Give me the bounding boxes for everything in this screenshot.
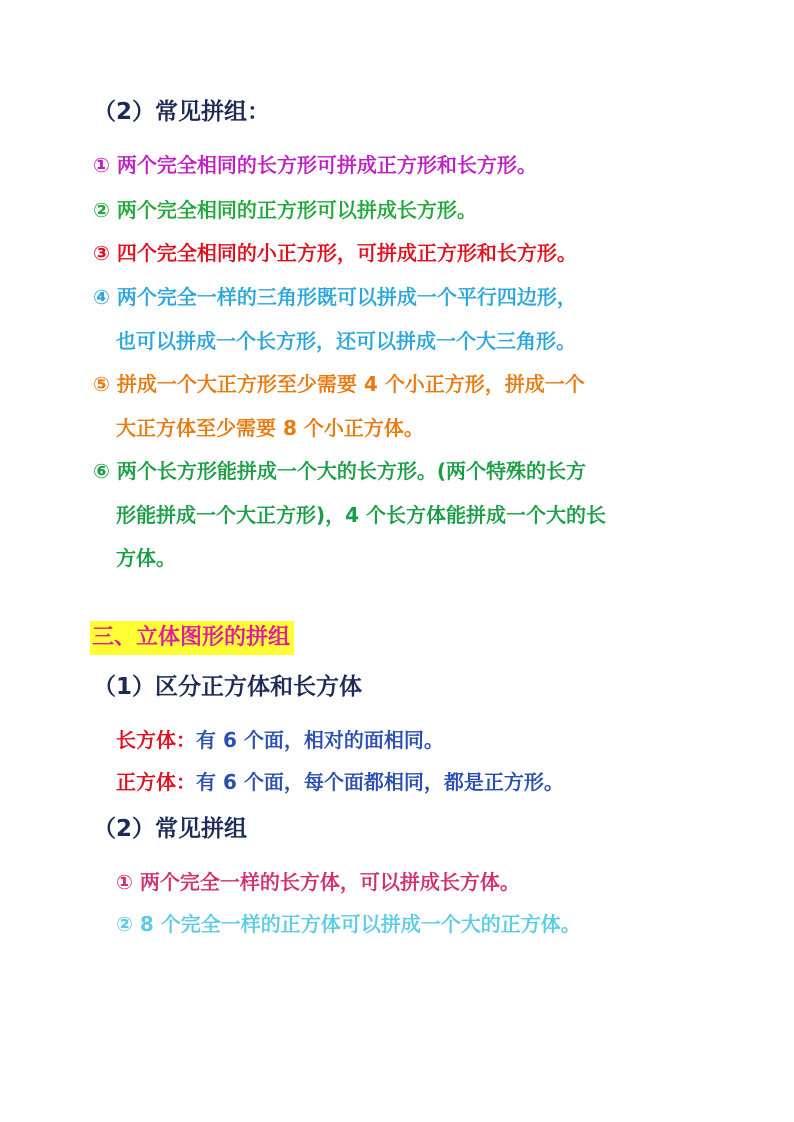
list-item: ② 8 个完全一样的正方体可以拼成一个大的正方体。 [116,912,581,936]
definition-label: 正方体： [116,770,196,794]
subsection-2-heading: （2）常见拼组 [93,816,248,842]
definition-cuboid [116,730,444,750]
list-item: ③ 四个完全相同的小正方形，可拼成正方形和长方形。 [93,241,577,265]
list-item-continuation: 方体。 [116,546,176,570]
list-item: ① 两个完全一样的长方体，可以拼成长方体。 [116,870,520,894]
subsection-1-heading: （1）区分正方体和长方体 [93,674,363,700]
list-item: ④ 两个完全一样的三角形既可以拼成一个平行四边形， [93,285,577,309]
definition-label: 长方体： [116,728,196,752]
list-item: ② 两个完全相同的正方形可以拼成长方形。 [93,198,477,222]
definition-text: 有 6 个面，每个面都相同，都是正方形。 [196,770,564,794]
list-item: ⑥ 两个长方形能拼成一个大的长方形。(两个特殊的长方 [93,459,587,483]
definition-text: 有 6 个面，相对的面相同。 [196,728,444,752]
definition-cube [116,772,564,792]
list-item-continuation: 形能拼成一个大正方形)，4 个长方体能拼成一个大的长 [116,503,607,527]
list-item: ⑤ 拼成一个大正方形至少需要 4 个小正方形，拼成一个 [93,372,585,396]
list-item: ① 两个完全相同的长方形可拼成正方形和长方形。 [93,153,537,177]
list-item-continuation: 大正方体至少需要 8 个小正方体。 [116,416,424,440]
section-2-heading: （2）常见拼组： [93,99,271,125]
list-item-continuation: 也可以拼成一个长方形，还可以拼成一个大三角形。 [116,329,576,353]
section-3-title: 三、立体图形的拼组 [90,621,294,655]
